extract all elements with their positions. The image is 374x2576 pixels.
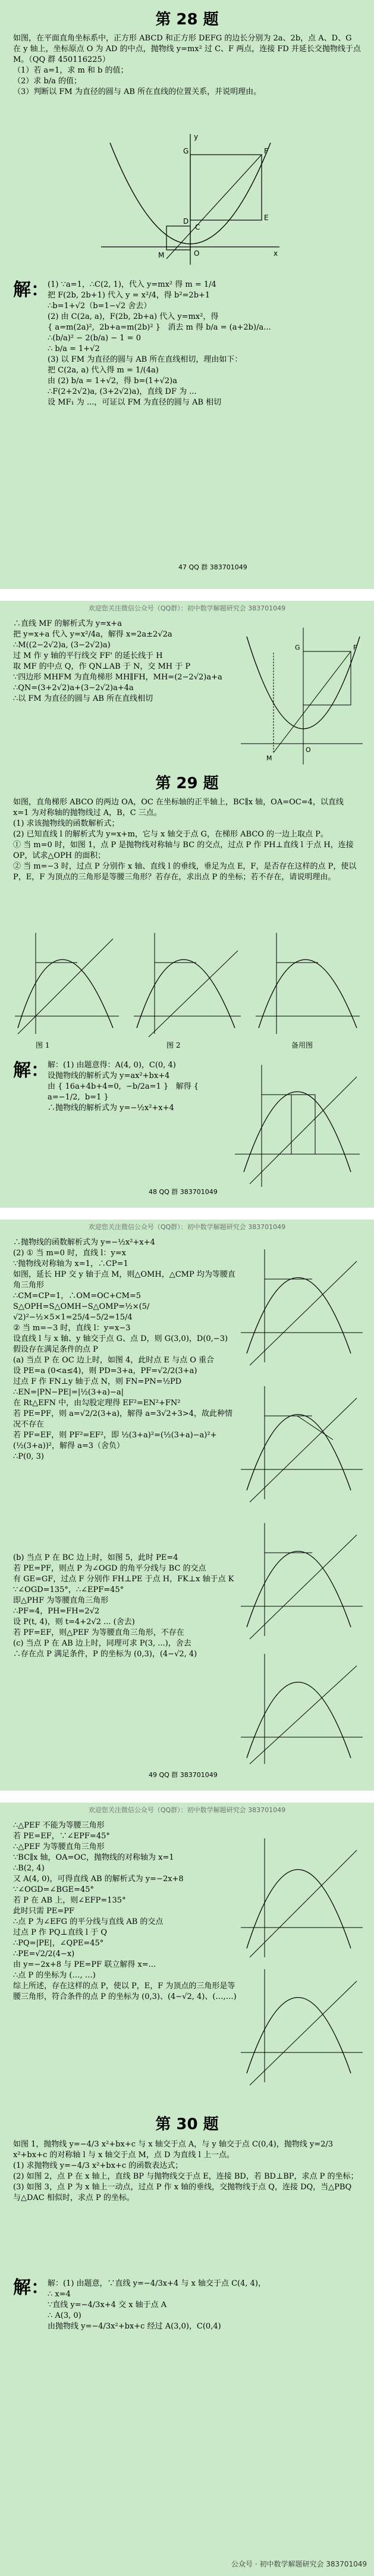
figure-1 <box>15 933 119 1034</box>
problem-29-answer: 解：(1) 由题意得：A(4, 0)，C(0, 4) 设抛物线的解析式为 y=ax²+bx+4 由 { 16a+4b+4=0, −b/2a=1 } 解得 { a=−1/2, b=1 } ∴抛物线的解析式为 y=−½x²+x+4 <box>48 1061 199 1112</box>
problem-29-figure-3 <box>232 1059 363 1190</box>
problem-28-answer-cont: ∴直线 MF 的解析式为 y=x+a 把 y=x+a 代入 y=x²/4a，解得 x=2a±2√2a ∴M((2−2√2)a, (3−2√2)a) 过 M 作 y 轴的平行线交 FF' 的延长线于 H 取 MF 的中点 Q，作 QN⊥AB 于 N，交 MH 于 P ∵四边形 MHFM 为直角梯形 MH∥FH，MH=(2−2√2)a+a ∴QN=(3+2√2)a+(3−2√2)a+4a ∴以 FM 为直径的圆与 AB 所在直线相切 <box>13 619 222 703</box>
label-e: E <box>264 214 269 222</box>
qq-group-note: 47 QQ 群 383701049 <box>178 563 247 571</box>
page-gap <box>0 589 374 601</box>
problem-29-answer-cont: ∴抛物线的函数解析式为 y=−½x²+x+4 (2) ① 当 m=0 时，直线 l：y=x ∵抛物线对称轴为 x=1，∴CP=1 如图，延长 HP 交 y 轴于点 M，则△OMH，△CMP 均为等腰直角三角形 ∴CM=CP=1，∴OM=OC+CM=5 S△OPH=S△OMH−S△OMP=½×(5/√2)²−½×5×1=25/4−5/2=15/4 ② 当 m=−3 时，直线 l：y=x−3 设直线 l 与 x 轴、y 轴交于点 G、点 D，则 G(3,0)，D(0,−3) 假设存在满足条件的点 P (a) 当点 P 在 OC 边上时，如图 4，此时点 E 与点 O 重合 设 PE=a (0<a≤4)，则 PD=3+a，PF=√2/2(3+a) 过点 F 作 FN⊥y 轴于点 N，则 FN=PN=½PD ∴EN=|PN−PE|=|½(3+a)−a| 在 Rt△EFN 中，由勾股定理得 EF²=EN²+FN² 若 PE=PF，则 a=√2/2(3+a)，解得 a=3√2+3>4，故此种情况不存在 若 PF=EF，则 PF²=EF²，即 ½(3+a)²=(½(3+a)−a)²+(½(3+a))²，解得 a=3（舍负） ∴P(0, 3) <box>13 1238 235 1461</box>
label-m: M <box>158 251 165 259</box>
figure-4 <box>241 1249 363 1365</box>
page-header: 欢迎您关注微信公众号（QQ群）：初中数学解题研究会 383701049 <box>88 1223 286 1231</box>
qq-group-note: 48 QQ 群 383701049 <box>149 1188 218 1196</box>
figure-7 <box>241 1654 363 1764</box>
figure-2-caption: 图 2 <box>166 1041 181 1049</box>
wechat-watermark: 公众号 · 初中数学解题研究会 383701049 <box>231 2560 367 2568</box>
label-o: O <box>306 746 311 754</box>
problem-29-figures <box>12 927 363 1040</box>
problem-29-statement: 如图，直角梯形 ABCO 的两边 OA，OC 在坐标轴的正半轴上，BC∥x 轴，OA=OC=4，以直线 x=1 为对称轴的抛物线过 A，B，C 三点。 (1) 求该抛物线的函数解析式； (2) 已知直线 l 的解析式为 y=x+m，它与 x 轴交于点 G，在梯形 ABCO 的一边上取点 P。 ① 当 m=0 时，如图 1，点 P 是抛物线对称轴与 BC 的交点，过点 P 作 PH⊥直线 l 于点 H，连接 OP，试求△OPH 的面积； ② 当 m=−3 时，过点 P 分别作 x 轴、直线 l 的垂线，垂足为点 E，F，是否存在这样的点 P，使以 P，E，F 为顶点的三角形是等腰三角形？若存在，求出点 P 的坐标；若不存在，请说明理由。 <box>13 798 357 882</box>
line-fm <box>166 155 262 259</box>
figure-spare <box>256 933 360 1034</box>
problem-28-figure-2 <box>238 625 366 767</box>
page-gap <box>0 1208 374 1220</box>
problem-28-figure <box>89 131 285 268</box>
label-x: x <box>274 249 278 258</box>
page-gap <box>0 1791 374 1803</box>
figure-spare-caption: 备用图 <box>291 1041 313 1049</box>
problem-28-answer: (1) ∵a=1，∴C(2, 1)，代入 y=mx² 得 m = 1/4 把 F(2b, 2b+1) 代入 y = x²/4，得 b²=2b+1 ∴b=1+√2（b=1−√2 舍去） (2) 由 C(2a, a)，F(2b, 2b+a) 代入 y=mx²，得 { a=m(2a)², 2b+a=m(2b)² } 消去 m 得 b/a = (a+2b)/a... ∴(b/a)² − 2(b/a) − 1 = 0 ∴ b/a = 1+√2 (3) 以 FM 为直径的圆与 AB 所在直线相切，理由如下： 把 C(2a, a) 代入得 m = 1/(4a) 由 (2) b/a = 1+√2，得 b=(1+√2)a ∴F(2+2√2)a, (3+2√2)a)，直线 DF 为 ... 设 MF₁ 为 ...，可证以 FM 为直径的圆与 AB 相切 <box>48 280 271 407</box>
page-header: 欢迎您关注微信公众号（QQ群）：初中数学解题研究会 383701049 <box>88 604 286 612</box>
solution-mark: 解： <box>13 2277 49 2298</box>
square-defg <box>303 651 351 705</box>
problem-30-title: 第 30 题 <box>155 2116 219 2133</box>
label-o: O <box>194 249 200 258</box>
problem-28-title: 第 28 题 <box>155 11 219 29</box>
section-problem-29-answer <box>0 1220 374 1791</box>
figure-6 <box>241 1523 363 1639</box>
page-header: 欢迎您关注微信公众号（QQ群）：初中数学解题研究会 383701049 <box>88 1806 286 1814</box>
problem-30-statement: 如图 1，抛物线 y=−4/3 x²+bx+c 与 x 轴交于点 A，与 y 轴交于点 C(0,4)，抛物线 y=2/3 x²+bx+c 的对称轴 l 与 x 轴交于点 M，点 D 为直线 l 上一点。 (1) 求抛物线 y=−4/3 x²+bx+c 的函数表达式； (2) 如图 2，点 P 在 x 轴上，直线 BP 与抛物线交于点 E，连接 BD，若 BD⊥BP，求点 P 的坐标； (3) 如图 3，点 P 为 x 轴上一动点，过点 P 作 x 轴的垂线，交抛物线于点 Q，连接 DQ，当△PBQ 与△DAC 相似时，求点 P 的坐标。 <box>13 2140 359 2202</box>
line-fm <box>274 651 351 753</box>
problem-29-answer-figure-8 <box>238 1832 366 2088</box>
problem-29-title: 第 29 题 <box>155 775 219 792</box>
label-m: M <box>266 754 272 762</box>
section-problem-29 <box>0 601 374 1208</box>
solution-mark: 解： <box>13 280 49 300</box>
problem-29-answer-figures <box>238 1243 366 1767</box>
label-f: F <box>264 147 268 155</box>
label-g: G <box>295 644 300 651</box>
label-d: D <box>183 217 189 225</box>
problem-29-answer-end: ∴△PEF 不能为等腰三角形 若 PE=EF，∵∠EPF=45° ∴△PEF 为等腰直角三角形 ∵BC∥x 轴，OA=OC，抛物线的对称轴为 x=1 ∴B(2, 4) 又 A(4, 0)，可得直线 AB 的解析式为 y=−2x+8 ∵∠OGD=∠BGE=45° 若 P 在 AB 上，则∠EFP=135° 此时只需 PE=PF ∴点 P 为∠EFG 的平分线与直线 AB 的交点 过点 P 作 PQ⊥直线 l 于 Q ∴PQ=|PE|，∠QPE=45° ∴PE=√2/2(4−x) 由 y=−2x+8 与 PE=PF 联立解得 x=... ∴点 P 的坐标为 (…, …) 综上所述，存在这样的点 P，使以 P，E，F 为顶点的三角形是等腰三角形，符合条件的点 P 的坐标为 (0,3)、(4−√2, 4)、(…,…) <box>13 1821 237 2001</box>
square-defg <box>190 155 262 220</box>
section-problem-28 <box>0 0 374 589</box>
solution-mark: 解： <box>13 1060 49 1081</box>
figure-2 <box>134 933 241 1037</box>
label-y: y <box>194 133 199 141</box>
problem-28-statement: 如图，在平面直角坐标系中，正方形 ABCD 和正方形 DEFG 的边长分别为 2a、2b，点 A、D、G 在 y 轴上，坐标原点 O 为 AD 的中点，抛物线 y=mx² 过 C、F 两点，连接 FD 并延长交抛物线于点 M。（QQ 群 450116225） （1）若 a=1，求 m 和 b 的值； （2）求 b/a 的值； （3）判断以 FM 为直径的圆与 AB 所在直线的位置关系，并说明理由。 <box>13 34 361 96</box>
section-problem-30 <box>0 1803 374 2576</box>
label-c: C <box>195 223 200 231</box>
problem-30-answer: 解：(1) 由题意，∵直线 y=−4/3x+4 与 x 轴交于点 C(4, 4)， ∴ x=4 ∵直线 y=−4/3x+4 交 x 轴于点 A ∴ A(3, 0) 由抛物线 y=−4/3x²+bx+c 经过 A(3,0)，C(0,4) <box>48 2279 266 2331</box>
qq-group-note: 49 QQ 群 383701049 <box>149 1771 218 1779</box>
figure-1-caption: 图 1 <box>36 1041 50 1049</box>
figure-5 <box>241 1386 363 1502</box>
problem-29-answer-cont-2: (b) 当点 P 在 BC 边上时，如图 5，此时 PE=4 若 PE=PF，则点 P 为∠OGD 的角平分线与 BC 的交点 有 GE=GF，过点 F 分别作 FH⊥PE 于点 H，FK⊥x 轴于点 K ∵∠OGD=135°，∴∠EPF=45° 即△PHF 为等腰直角三角形 ∴PF=4，PH=FH=2√2 设 P(t, 4)，则 t=4+2√2 ... (舍去) 若 PF=EF，则△PEF 为等腰直角三角形，不存在 (c) 当点 P 在 AB 边上时，同理可求 P(3, ...)，舍去 ∴存在点 P 满足条件，P 的坐标为 (0,3)，(4−√2, 4) <box>13 1553 234 1659</box>
label-g: G <box>183 147 189 155</box>
label-f: F <box>353 644 357 651</box>
